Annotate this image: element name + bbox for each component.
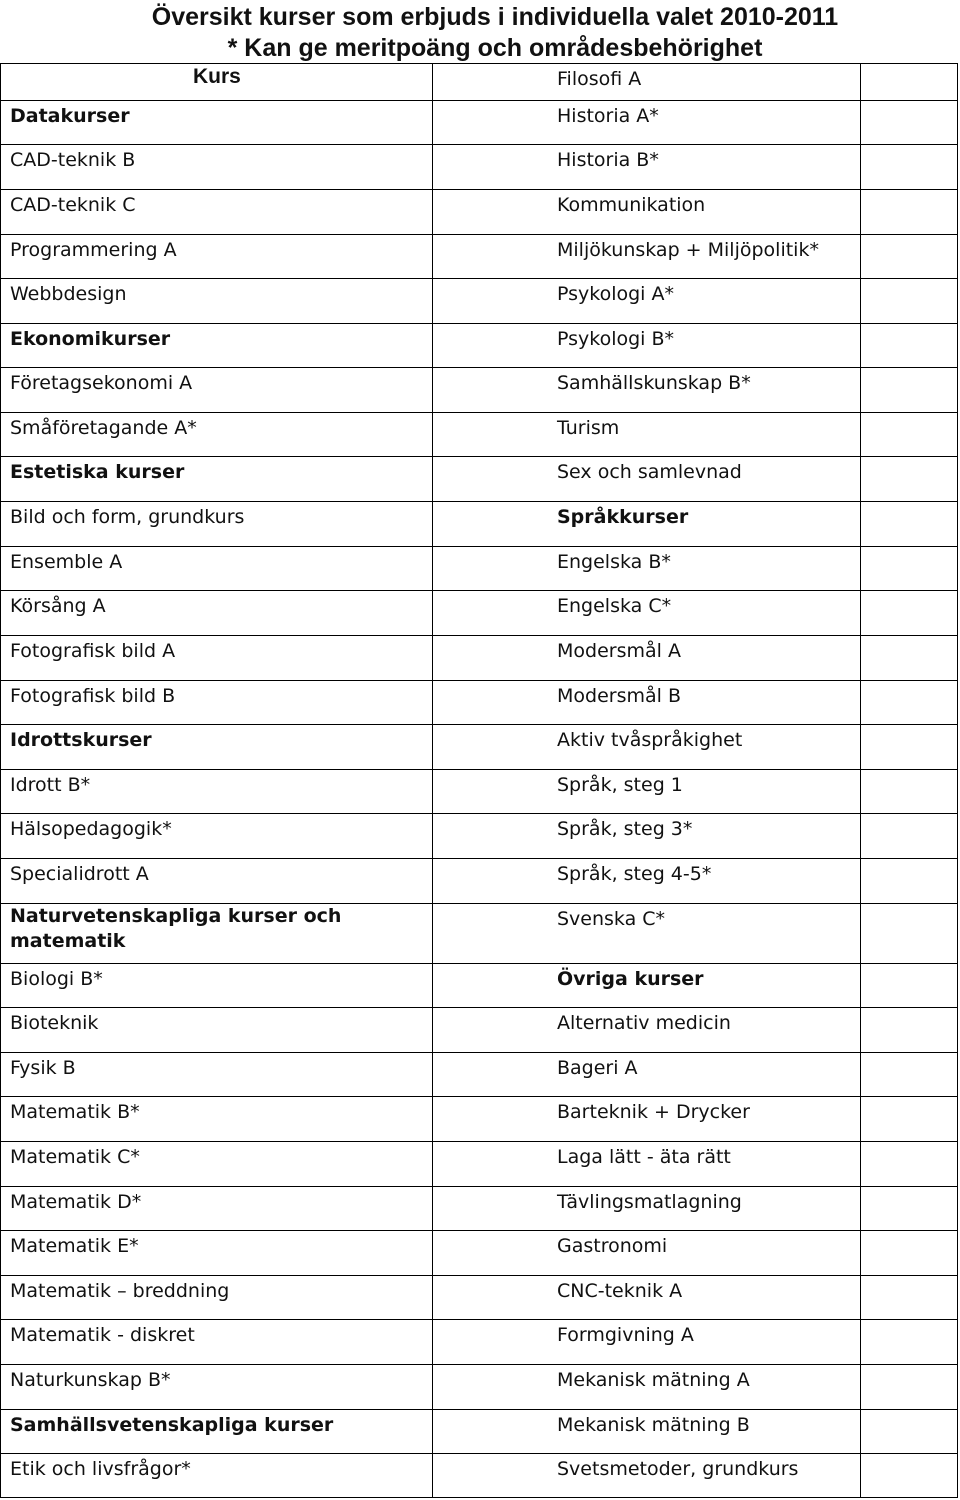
right-course-cell: Bageri A bbox=[557, 1057, 638, 1079]
table-row-divider bbox=[0, 234, 958, 235]
table-row-divider bbox=[0, 456, 958, 457]
left-course-cell: Småföretagande A* bbox=[10, 417, 197, 439]
left-course-cell: Samhällsvetenskapliga kurser bbox=[10, 1414, 334, 1436]
table-row-divider bbox=[0, 963, 958, 964]
right-course-cell: Psykologi B* bbox=[557, 328, 675, 350]
left-course-cell: Matematik D* bbox=[10, 1191, 142, 1213]
right-course-cell: Kommunikation bbox=[557, 194, 706, 216]
table-row-divider bbox=[0, 1096, 958, 1097]
left-course-cell: Specialidrott A bbox=[10, 863, 149, 885]
left-course-cell: Hälsopedagogik* bbox=[10, 818, 172, 840]
left-course-cell: Ekonomikurser bbox=[10, 328, 171, 350]
table-row-divider bbox=[0, 1453, 958, 1454]
table-row-divider bbox=[0, 1230, 958, 1231]
right-course-cell: Tävlingsmatlagning bbox=[557, 1191, 742, 1213]
left-course-cell: Matematik – breddning bbox=[10, 1280, 230, 1302]
right-course-cell: Övriga kurser bbox=[557, 968, 704, 990]
left-course-cell: Datakurser bbox=[10, 105, 130, 127]
left-course-cell: Matematik - diskret bbox=[10, 1324, 195, 1346]
right-course-cell: Modersmål B bbox=[557, 685, 681, 707]
table-row-divider bbox=[0, 724, 958, 725]
table-row-divider bbox=[0, 1275, 958, 1276]
right-course-cell: Gastronomi bbox=[557, 1235, 668, 1257]
table-row-divider bbox=[0, 278, 958, 279]
table-row-divider bbox=[0, 189, 958, 190]
right-course-cell: Turism bbox=[557, 417, 620, 439]
right-course-cell: Filosofi A bbox=[557, 68, 642, 90]
left-course-cell: Idrottskurser bbox=[10, 729, 152, 751]
table-row-divider bbox=[0, 501, 958, 502]
table-row-divider bbox=[0, 1141, 958, 1142]
column-header-kurs: Kurs bbox=[193, 65, 241, 88]
left-course-cell: Matematik E* bbox=[10, 1235, 139, 1257]
right-course-cell: Aktiv tvåspråkighet bbox=[557, 729, 743, 751]
left-course-cell: Bild och form, grundkurs bbox=[10, 506, 245, 528]
left-course-cell: Fysik B bbox=[10, 1057, 76, 1079]
table-row-divider bbox=[0, 100, 958, 101]
right-course-cell: Psykologi A* bbox=[557, 283, 674, 305]
right-course-cell: Språk, steg 4-5* bbox=[557, 863, 712, 885]
left-course-cell: Etik och livsfrågor* bbox=[10, 1458, 191, 1480]
table-row-divider bbox=[0, 412, 958, 413]
table-row-divider bbox=[0, 590, 958, 591]
right-course-cell: Mekanisk mätning B bbox=[557, 1414, 750, 1436]
table-row-divider bbox=[0, 1186, 958, 1187]
right-course-cell: Historia A* bbox=[557, 105, 659, 127]
page-title: Översikt kurser som erbjuds i individuella valet 2010-2011 bbox=[151, 3, 839, 31]
left-course-cell: Fotografisk bild B bbox=[10, 685, 176, 707]
right-course-cell: Sex och samlevnad bbox=[557, 461, 742, 483]
right-course-cell: Svenska C* bbox=[557, 908, 666, 930]
page-subtitle: * Kan ge meritpoäng och områdesbehörighet bbox=[227, 34, 763, 62]
left-course-cell: Idrott B* bbox=[10, 774, 91, 796]
left-course-cell: Webbdesign bbox=[10, 283, 127, 305]
left-course-cell: Naturvetenskapliga kurser och matematik bbox=[10, 905, 342, 952]
right-course-cell: Alternativ medicin bbox=[557, 1012, 731, 1034]
right-course-cell: Formgivning A bbox=[557, 1324, 694, 1346]
left-course-cell: Matematik C* bbox=[10, 1146, 140, 1168]
table-row-divider bbox=[0, 769, 958, 770]
table-row-divider bbox=[0, 1007, 958, 1008]
table-row-divider bbox=[0, 144, 958, 145]
right-course-cell: Barteknik + Drycker bbox=[557, 1101, 750, 1123]
table-row-divider bbox=[0, 546, 958, 547]
left-course-cell: Bioteknik bbox=[10, 1012, 99, 1034]
right-course-cell: Språk, steg 3* bbox=[557, 818, 693, 840]
left-course-cell: Körsång A bbox=[10, 595, 106, 617]
right-course-cell: Samhällskunskap B* bbox=[557, 372, 751, 394]
table-row-divider bbox=[0, 1052, 958, 1053]
left-course-cell: Företagsekonomi A bbox=[10, 372, 193, 394]
table-row-divider bbox=[0, 323, 958, 324]
left-course-cell: CAD-teknik B bbox=[10, 149, 136, 171]
table-row-divider bbox=[0, 1319, 958, 1320]
table-row-divider bbox=[0, 367, 958, 368]
left-course-cell: Ensemble A bbox=[10, 551, 123, 573]
table-row-divider bbox=[0, 1409, 958, 1410]
right-course-cell: Engelska C* bbox=[557, 595, 672, 617]
right-course-cell: Språkkurser bbox=[557, 506, 689, 528]
left-course-cell: Matematik B* bbox=[10, 1101, 140, 1123]
left-course-cell: Programmering A bbox=[10, 239, 177, 261]
right-course-cell: Modersmål A bbox=[557, 640, 681, 662]
left-course-cell: Biologi B* bbox=[10, 968, 103, 990]
left-course-cell: Fotografisk bild A bbox=[10, 640, 176, 662]
right-course-cell: Laga lätt - äta rätt bbox=[557, 1146, 731, 1168]
left-course-cell: Naturkunskap B* bbox=[10, 1369, 171, 1391]
table-row-divider bbox=[0, 813, 958, 814]
right-course-cell: Språk, steg 1 bbox=[557, 774, 683, 796]
left-course-cell: Estetiska kurser bbox=[10, 461, 185, 483]
left-course-cell: CAD-teknik C bbox=[10, 194, 136, 216]
right-course-cell: Historia B* bbox=[557, 149, 659, 171]
right-course-cell: Svetsmetoder, grundkurs bbox=[557, 1458, 799, 1480]
right-course-cell: CNC-teknik A bbox=[557, 1280, 683, 1302]
right-course-cell: Engelska B* bbox=[557, 551, 671, 573]
right-course-cell: Miljökunskap + Miljöpolitik* bbox=[557, 239, 819, 261]
table-row-divider bbox=[0, 635, 958, 636]
table-row-divider bbox=[0, 858, 958, 859]
right-course-cell: Mekanisk mätning A bbox=[557, 1369, 750, 1391]
table-row-divider bbox=[0, 680, 958, 681]
table-row-divider bbox=[0, 1364, 958, 1365]
